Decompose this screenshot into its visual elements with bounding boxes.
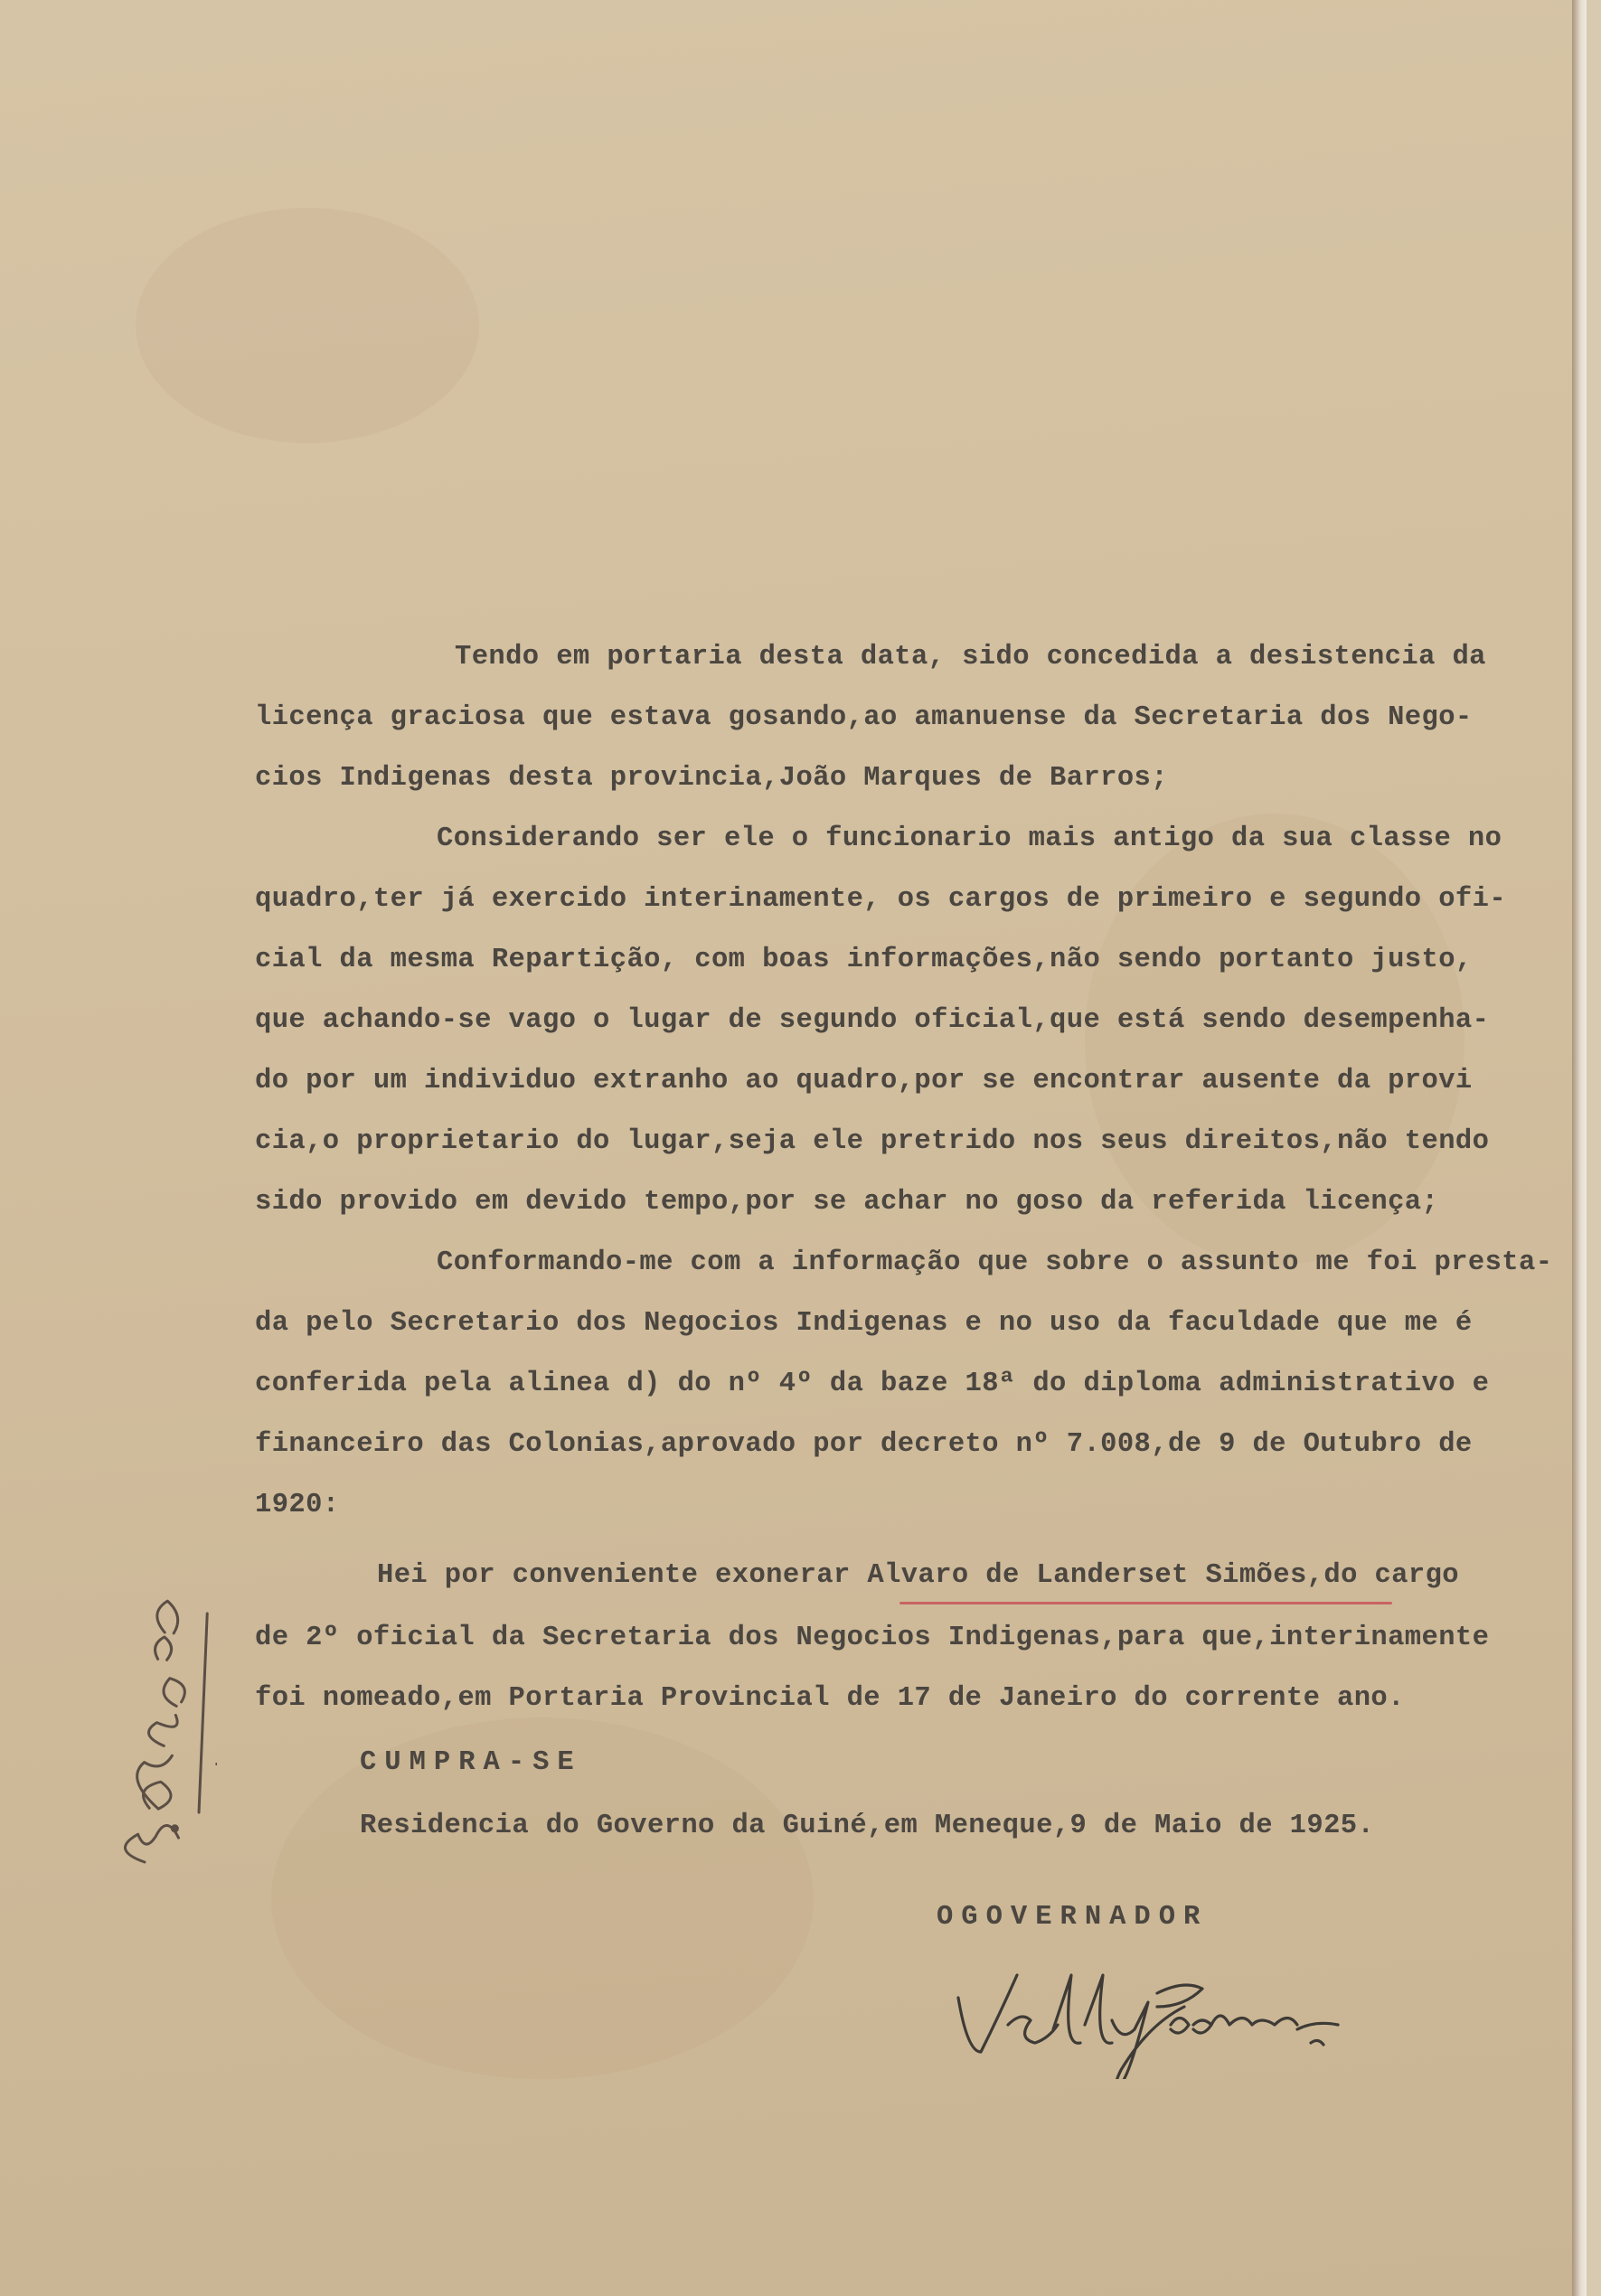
- paragraph-1-line-1: Tendo em portaria desta data, sido concedida a desistencia da: [455, 642, 1486, 673]
- paragraph-4-line-1: Hei por conveniente exonerar Alvaro de Landerset Simões,do cargo: [377, 1560, 1459, 1591]
- paragraph-2-line-7: sido provido em devido tempo,por se achar no goso da referida licença;: [255, 1187, 1439, 1218]
- red-pencil-underline: [899, 1602, 1392, 1604]
- paragraph-3-line-1: Conformando-me com a informação que sobre o assunto me foi presta-: [437, 1247, 1553, 1278]
- paragraph-2-line-5: do por um individuo extranho ao quadro,por se encontrar ausente da provi: [255, 1066, 1473, 1096]
- governor-signature: [940, 1962, 1392, 2079]
- paragraph-1-line-2: licença graciosa que estava gosando,ao amanuense da Secretaria dos Nego-: [255, 702, 1473, 733]
- paragraph-4-line-2: de 2º oficial da Secretaria dos Negocios Indigenas,para que,interinamente: [255, 1623, 1490, 1653]
- paragraph-1-line-3: cios Indigenas desta provincia,João Marques de Barros;: [255, 763, 1168, 794]
- paragraph-4-line-3: foi nomeado,em Portaria Provincial de 17 de Janeiro do corrente ano.: [255, 1683, 1405, 1714]
- place-and-date: Residencia do Governo da Guiné,em Meneque,9 de Maio de 1925.: [360, 1811, 1375, 1841]
- paragraph-2-line-2: quadro,ter já exercido interinamente, os cargos de primeiro e segundo ofi-: [255, 884, 1507, 915]
- paragraph-3-line-5: 1920:: [255, 1490, 340, 1520]
- paragraph-2-line-6: cia,o proprietario do lugar,seja ele pretrido nos seus direitos,não tendo: [255, 1126, 1490, 1157]
- paragraph-3-line-3: conferida pela alinea d) do nº 4º da baze 18ª do diploma administrativo e: [255, 1369, 1490, 1399]
- signatory-title: OGOVERNADOR: [937, 1902, 1209, 1933]
- paragraph-3-line-2: da pelo Secretario dos Negocios Indigenas e no uso da faculdade que me é: [255, 1308, 1473, 1339]
- paper-stain: [136, 208, 479, 443]
- paragraph-2-line-1: Considerando ser ele o funcionario mais antigo da sua classe no: [437, 823, 1502, 854]
- paragraph-3-line-4: financeiro das Colonias,aprovado por decreto nº 7.008,de 9 de Outubro de: [255, 1429, 1473, 1460]
- page-edge: [1572, 0, 1587, 2296]
- margin-annotation: [36, 1491, 217, 1871]
- paragraph-2-line-4: que achando-se vago o lugar de segundo oficial,que está sendo desempenha-: [255, 1005, 1490, 1036]
- paragraph-2-line-3: cial da mesma Repartição, com boas informações,não sendo portanto justo,: [255, 945, 1473, 975]
- closing-order: CUMPRA-SE: [360, 1747, 582, 1778]
